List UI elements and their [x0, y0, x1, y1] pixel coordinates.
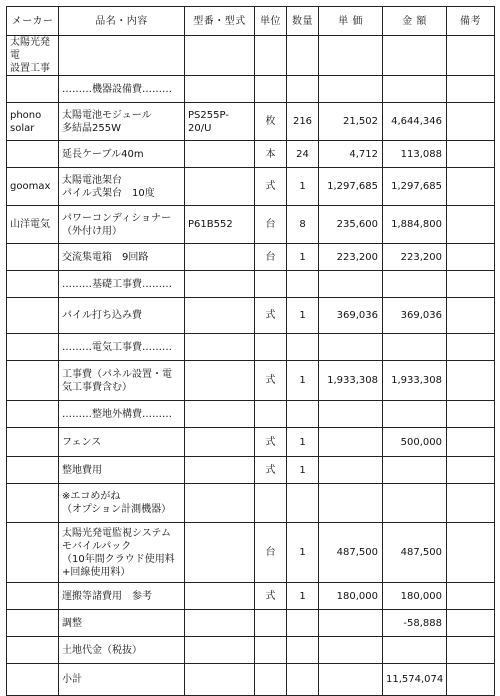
cell-name: [59, 36, 185, 76]
cell-model: [185, 401, 255, 428]
cell-qty: 8: [287, 206, 319, 244]
cell-unit: [255, 271, 287, 298]
cell-unit: 台: [255, 206, 287, 244]
cell-price: 487,500: [319, 523, 383, 583]
cell-note: [447, 401, 495, 428]
cell-note: [447, 428, 495, 457]
cell-price: 1,297,685: [319, 168, 383, 206]
cell-model: [185, 36, 255, 76]
header-model: 型番・型式: [185, 7, 255, 36]
table-row: [7, 484, 495, 523]
cell-price: 1,933,308: [319, 361, 383, 401]
cell-maker: [7, 271, 59, 298]
table-row: [7, 401, 495, 428]
cell-unit: [255, 401, 287, 428]
cell-name: パイル打ち込み費: [59, 298, 185, 334]
header-maker: メーカー: [7, 7, 59, 36]
cell-model: [185, 484, 255, 523]
cell-note: [447, 36, 495, 76]
cell-amount: 1,884,800: [383, 206, 447, 244]
cell-name: ………機器設備費………: [59, 76, 185, 103]
table-row: [7, 361, 495, 401]
cell-maker: [7, 141, 59, 168]
header-note: 備考: [447, 7, 495, 36]
table-row: [7, 103, 495, 141]
cell-name: フェンス: [59, 428, 185, 457]
cell-qty: [287, 401, 319, 428]
cell-qty: 1: [287, 428, 319, 457]
table-row: [7, 206, 495, 244]
cell-amount: 500,000: [383, 428, 447, 457]
cell-qty: 1: [287, 361, 319, 401]
table-row: [7, 244, 495, 271]
cell-amount: 1,297,685: [383, 168, 447, 206]
table-row: [7, 428, 495, 457]
cell-unit: 台: [255, 523, 287, 583]
cell-model: [185, 361, 255, 401]
table-row: [7, 583, 495, 610]
cell-price: 4,712: [319, 141, 383, 168]
table-row: [7, 76, 495, 103]
cell-model: [185, 244, 255, 271]
cell-model: [185, 76, 255, 103]
cell-price: [319, 484, 383, 523]
cell-model: [185, 428, 255, 457]
cell-price: [319, 428, 383, 457]
cell-amount: [383, 334, 447, 361]
cell-name: パワーコンディショナー （外付け用）: [59, 206, 185, 244]
cell-name: 調整: [59, 610, 185, 637]
cell-note: [447, 76, 495, 103]
cell-model: [185, 457, 255, 484]
cell-unit: [255, 664, 287, 696]
table-row: [7, 298, 495, 334]
cell-price: [319, 664, 383, 696]
cell-amount: [383, 401, 447, 428]
cell-maker: goomax: [7, 168, 59, 206]
cell-price: [319, 457, 383, 484]
cell-model: PS255P-20/U: [185, 103, 255, 141]
cell-name: ………整地外構費………: [59, 401, 185, 428]
cell-qty: [287, 271, 319, 298]
header-price: 単 価: [319, 7, 383, 36]
cell-amount: [383, 457, 447, 484]
cell-unit: [255, 36, 287, 76]
cell-model: [185, 334, 255, 361]
cell-qty: 1: [287, 244, 319, 271]
cell-maker: [7, 76, 59, 103]
cell-qty: 216: [287, 103, 319, 141]
cell-price: 235,600: [319, 206, 383, 244]
cell-amount: 4,644,346: [383, 103, 447, 141]
cell-note: [447, 271, 495, 298]
cell-model: [185, 523, 255, 583]
cell-amount: 223,200: [383, 244, 447, 271]
cell-model: [185, 271, 255, 298]
cell-model: [185, 637, 255, 664]
cell-amount: [383, 484, 447, 523]
cell-name: 太陽電池架台 パイル式架台 10度: [59, 168, 185, 206]
cell-unit: [255, 610, 287, 637]
cell-amount: [383, 637, 447, 664]
table-row: [7, 141, 495, 168]
cell-amount: -58,888: [383, 610, 447, 637]
cell-name: 小計: [59, 664, 185, 696]
cell-qty: [287, 36, 319, 76]
cell-model: [185, 298, 255, 334]
cell-unit: 式: [255, 457, 287, 484]
cell-unit: 式: [255, 168, 287, 206]
cell-name: 延長ケーブル40m: [59, 141, 185, 168]
table-row: [7, 457, 495, 484]
cell-name: 交流集電箱 9回路: [59, 244, 185, 271]
cell-maker: [7, 583, 59, 610]
cell-name: 太陽電池モジュール 多結晶255W: [59, 103, 185, 141]
cell-maker: [7, 523, 59, 583]
cell-note: [447, 103, 495, 141]
cell-unit: [255, 484, 287, 523]
cell-price: [319, 36, 383, 76]
cell-name: 工事費（パネル設置・電 気工事費含む）: [59, 361, 185, 401]
cell-qty: [287, 664, 319, 696]
cell-model: [185, 664, 255, 696]
cell-amount: 180,000: [383, 583, 447, 610]
cell-unit: 本: [255, 141, 287, 168]
cell-amount: 487,500: [383, 523, 447, 583]
cell-note: [447, 664, 495, 696]
cell-maker: [7, 484, 59, 523]
cell-note: [447, 457, 495, 484]
cell-name: 運搬等諸費用 参考: [59, 583, 185, 610]
cell-maker: 山洋電気: [7, 206, 59, 244]
cell-qty: 1: [287, 457, 319, 484]
cell-unit: 式: [255, 583, 287, 610]
estimate-table: [6, 6, 495, 696]
cell-name: 整地費用: [59, 457, 185, 484]
cell-name: ………基礎工事費………: [59, 271, 185, 298]
table-row: [7, 334, 495, 361]
header-name: 品名・内容: [59, 7, 185, 36]
cell-maker: [7, 457, 59, 484]
cell-note: [447, 583, 495, 610]
table-row: [7, 271, 495, 298]
cell-qty: [287, 484, 319, 523]
cell-price: [319, 610, 383, 637]
table-row: [7, 36, 495, 76]
table-row: [7, 637, 495, 664]
header-amount: 金 額: [383, 7, 447, 36]
cell-maker: [7, 610, 59, 637]
cell-qty: [287, 637, 319, 664]
cell-price: 223,200: [319, 244, 383, 271]
cell-maker: [7, 401, 59, 428]
cell-unit: [255, 334, 287, 361]
table-row: [7, 610, 495, 637]
cell-note: [447, 610, 495, 637]
cell-model: [185, 168, 255, 206]
cell-note: [447, 168, 495, 206]
table-row: [7, 664, 495, 696]
cell-qty: [287, 76, 319, 103]
cell-model: P61B552: [185, 206, 255, 244]
cell-maker: phono solar: [7, 103, 59, 141]
cell-name: 太陽光発電監視システム モバイルパック （10年間クラウド使用料 +回線使用料）: [59, 523, 185, 583]
cell-amount: [383, 271, 447, 298]
table-row: [7, 168, 495, 206]
cell-qty: [287, 610, 319, 637]
cell-name: ※エコめがね （オプション計測機器）: [59, 484, 185, 523]
cell-price: [319, 271, 383, 298]
cell-price: 369,036: [319, 298, 383, 334]
cell-note: [447, 484, 495, 523]
cell-note: [447, 361, 495, 401]
cell-unit: [255, 637, 287, 664]
cell-unit: 式: [255, 428, 287, 457]
cell-maker: [7, 361, 59, 401]
cell-qty: 1: [287, 168, 319, 206]
cell-maker: [7, 664, 59, 696]
cell-note: [447, 206, 495, 244]
estimate-sheet: [6, 6, 495, 696]
cell-note: [447, 523, 495, 583]
cell-price: [319, 334, 383, 361]
cell-maker: 太陽光発電 設置工事: [7, 36, 59, 76]
cell-model: [185, 141, 255, 168]
header-unit: 単位: [255, 7, 287, 36]
cell-amount: [383, 76, 447, 103]
cell-price: [319, 76, 383, 103]
cell-amount: 11,574,074: [383, 664, 447, 696]
cell-price: 21,502: [319, 103, 383, 141]
cell-unit: 台: [255, 244, 287, 271]
cell-name: 土地代金（税抜）: [59, 637, 185, 664]
cell-model: [185, 583, 255, 610]
cell-amount: 1,933,308: [383, 361, 447, 401]
cell-amount: [383, 36, 447, 76]
cell-qty: [287, 334, 319, 361]
table-row: [7, 523, 495, 583]
cell-maker: [7, 637, 59, 664]
estimate-body: [7, 36, 495, 696]
cell-unit: 式: [255, 298, 287, 334]
cell-name: ………電気工事費………: [59, 334, 185, 361]
cell-amount: 369,036: [383, 298, 447, 334]
cell-maker: [7, 244, 59, 271]
cell-price: 180,000: [319, 583, 383, 610]
cell-amount: 113,088: [383, 141, 447, 168]
header-row: [7, 7, 495, 36]
cell-maker: [7, 428, 59, 457]
cell-unit: 枚: [255, 103, 287, 141]
cell-note: [447, 637, 495, 664]
cell-unit: [255, 76, 287, 103]
cell-note: [447, 244, 495, 271]
cell-unit: 式: [255, 361, 287, 401]
cell-model: [185, 610, 255, 637]
cell-note: [447, 334, 495, 361]
cell-maker: [7, 334, 59, 361]
cell-maker: [7, 298, 59, 334]
cell-qty: 24: [287, 141, 319, 168]
cell-price: [319, 637, 383, 664]
cell-note: [447, 298, 495, 334]
cell-qty: 1: [287, 298, 319, 334]
cell-price: [319, 401, 383, 428]
cell-qty: 1: [287, 583, 319, 610]
header-qty: 数量: [287, 7, 319, 36]
cell-note: [447, 141, 495, 168]
cell-qty: 1: [287, 523, 319, 583]
